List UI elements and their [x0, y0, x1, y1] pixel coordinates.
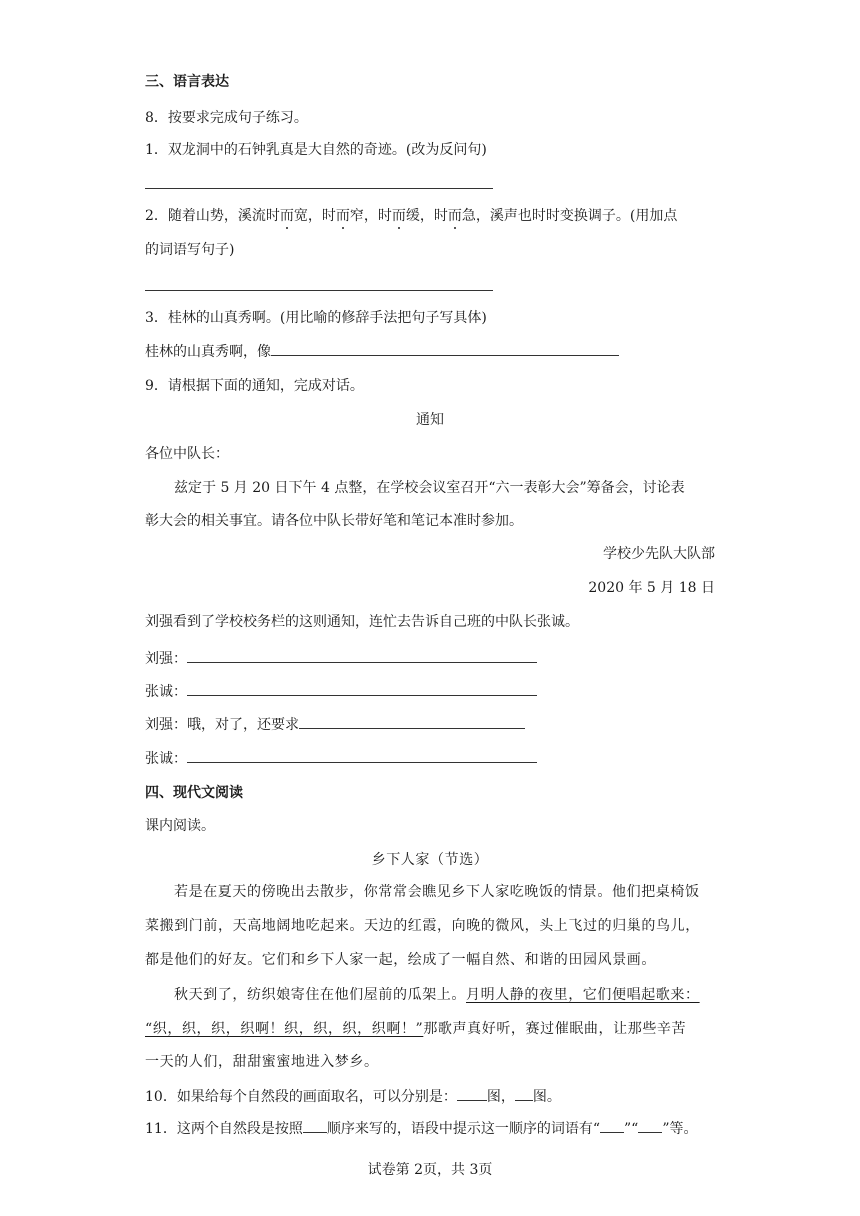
dotted-word-1: 时而宽 — [265, 208, 308, 224]
answer-blank-11-1[interactable] — [303, 1118, 327, 1133]
speaker-liuqiang-1: 刘强： — [145, 651, 187, 667]
dialog-line-1 — [145, 648, 537, 669]
q11-text-c: ”“ — [623, 1121, 639, 1137]
passage-p2-plain-2: 那歌声真好听，赛过催眠曲，让那些辛苦 — [423, 1021, 687, 1037]
answer-blank-dialog-4[interactable] — [187, 748, 537, 763]
q11-text-d: ”等。 — [662, 1121, 698, 1137]
question-8-2-cont: 的词语写句子) — [145, 242, 235, 258]
question-8: 8．按要求完成句子练习。 — [145, 110, 308, 126]
speaker-zhangcheng-2: 张诚： — [145, 751, 187, 767]
notice-salutation: 各位中队长： — [145, 446, 229, 462]
passage-p1-line-3: 都是他们的好友。它们和乡下人家一起，绘成了一幅自然、和谐的田园风景画。 — [145, 952, 656, 968]
speaker-liuqiang-2: 刘强：哦，对了，还要求 — [145, 717, 299, 733]
q8-2-sep-2: ， — [363, 208, 378, 224]
answer-line-8-2[interactable] — [145, 290, 493, 291]
dialog-line-3 — [145, 714, 525, 735]
dialog-line-4 — [145, 748, 537, 769]
notice-sender: 学校少先队大队部 — [603, 546, 715, 562]
q11-text-a: 11．这两个自然段是按照 — [145, 1121, 303, 1137]
passage-p1-line-1: 若是在夏天的傍晚出去散步，你常常会瞧见乡下人家吃晚饭的情景。他们把桌椅饭 — [174, 884, 700, 900]
question-8-3-prompt — [145, 341, 619, 362]
q10-text-c: 图。 — [532, 1089, 561, 1105]
passage-p2-line-1 — [174, 985, 700, 1005]
q8-2-sep-3: ， — [419, 208, 434, 224]
answer-blank-11-3[interactable] — [638, 1118, 662, 1133]
underlined-sentence-part-2: “织，织，织，织啊！织，织，织，织啊！” — [145, 1021, 424, 1037]
page-footer: 试卷第 2页，共 3页 — [367, 1162, 493, 1178]
dotted-word-4: 时而急 — [433, 208, 476, 224]
question-8-1: 1．双龙洞中的石钟乳真是大自然的奇迹。(改为反问句) — [145, 142, 487, 158]
question-8-3: 3．桂林的山真秀啊。(用比喻的修辞手法把句子写具体) — [145, 310, 487, 326]
q8-2-prefix: 2．随着山势，溪流 — [145, 208, 266, 224]
section-heading-reading: 四、现代文阅读 — [145, 785, 243, 801]
q10-text-a: 10．如果给每个自然段的画面取名，可以分别是： — [145, 1089, 457, 1105]
speaker-zhangcheng-1: 张诚： — [145, 684, 187, 700]
answer-blank-11-2[interactable] — [600, 1118, 624, 1133]
answer-line-8-1[interactable] — [145, 188, 493, 189]
question-10 — [145, 1086, 561, 1107]
answer-blank-dialog-1[interactable] — [187, 648, 537, 663]
q8-2-sep-1: ， — [307, 208, 322, 224]
dotted-word-2: 时而窄 — [321, 208, 364, 224]
section-heading-language: 三、语言表达 — [145, 74, 229, 90]
question-11 — [145, 1118, 697, 1139]
question-8-2 — [145, 206, 677, 226]
q10-text-b: 图， — [486, 1089, 515, 1105]
underlined-sentence-part-1: 月明人静的夜里，它们便唱起歌来： — [466, 987, 700, 1003]
question-9: 9．请根据下面的通知，完成对话。 — [145, 378, 364, 394]
passage-title: 乡下人家（节选） — [371, 852, 489, 868]
q11-text-b: 顺序来写的，语段中提示这一顺序的词语有“ — [326, 1121, 600, 1137]
passage-p2-line-3: 一天的人们，甜甜蜜蜜地进入梦乡。 — [145, 1054, 379, 1070]
q8-2-suffix: ，溪声也时时变换调子。(用加点 — [475, 208, 678, 224]
passage-p2-line-2 — [145, 1019, 686, 1039]
reading-instruction: 课内阅读。 — [145, 818, 215, 834]
answer-blank-10-2[interactable] — [515, 1086, 533, 1101]
answer-blank-10-1[interactable] — [457, 1086, 487, 1101]
answer-blank-dialog-3[interactable] — [299, 714, 525, 729]
passage-p2-plain: 秋天到了，纺织娘寄住在他们屋前的瓜架上。 — [174, 987, 466, 1003]
answer-blank-8-3[interactable] — [271, 341, 619, 356]
notice-body-line-2: 彰大会的相关事宜。请各位中队长带好笔和笔记本准时参加。 — [145, 513, 523, 529]
dotted-word-3: 时而缓 — [377, 208, 420, 224]
notice-date: 2020 年 5 月 18 日 — [588, 580, 715, 596]
notice-title: 通知 — [416, 412, 444, 428]
passage-p1-line-2: 菜搬到门前，天高地阔地吃起来。天边的红霞，向晚的微风，头上飞过的归巢的鸟儿， — [145, 918, 700, 934]
q8-3-prompt-text: 桂林的山真秀啊，像 — [145, 344, 271, 360]
answer-blank-dialog-2[interactable] — [187, 681, 537, 696]
notice-body-line-1: 兹定于 5 月 20 日下午 4 点整，在学校会议室召开“六一表彰大会”筹备会，讨论表 — [174, 480, 685, 496]
dialog-line-2 — [145, 681, 537, 702]
dialog-intro: 刘强看到了学校校务栏的这则通知，连忙去告诉自己班的中队长张诚。 — [145, 614, 579, 630]
